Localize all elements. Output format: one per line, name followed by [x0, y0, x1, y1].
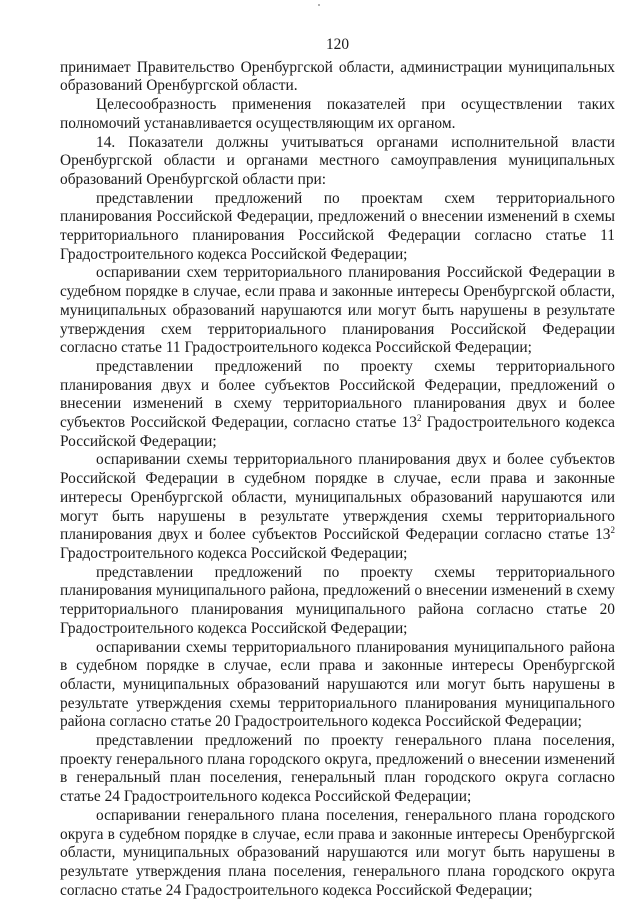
paragraph-7-text-end: Градостроительного кодекса Российской Федерации; — [60, 544, 408, 562]
paragraph-9: оспаривании схемы территориального планирования муниципального района в судебном порядке в случае, если права и законные интересы Оренбургской области, муниципальных образований нарушаются или могут быть нарушены в результате утверждения схемы территориального планирования муниципального района согласно статье 20 Градостроительного кодекса Российской Федерации; — [60, 638, 615, 731]
paragraph-3: 14. Показатели должны учитываться органами исполнительной власти Оренбургской области и органами местного самоуправления муниципальных образований Оренбургской области при: — [60, 133, 615, 188]
paragraph-6-text-end: Градостроительного кодекса Российской Федерации; — [60, 414, 616, 450]
superscript-2: 2 — [610, 525, 615, 536]
paragraph-8: представлении предложений по проекту схемы территориального планирования муниципального района, предложений о внесении изменений в схему территориального планирования муниципального района согласно статье 20 Градостроительного кодекса Российской Федерации; — [60, 563, 615, 637]
paragraph-7 — [60, 451, 615, 563]
paragraph-7-text: оспаривании схемы территориального планирования двух и более субъектов Российской Федерации в судебном порядке в случае, если права и законные интересы Оренбургской области, муниципальных образований нарушаются или могут быть нарушены в результате утверждения схемы территориального планирования двух и более субъектов Российской Федерации согласно статье 13 — [60, 451, 615, 544]
superscript-2: 2 — [417, 412, 422, 423]
paragraph-2: Целесообразность применения показателей при осуществлении таких полномочий устанавливается осуществляющим их органом. — [60, 96, 615, 132]
paragraph-5: оспаривании схем территориального планирования Российской Федерации в судебном порядке в случае, если права и законные интересы Оренбургской области, муниципальных образований нарушаются или могут быть нарушены в результате утверждения схем территориального планирования Российской Федерации согласно статье 11 Градостроительного кодекса Российской Федерации; — [60, 264, 615, 357]
paragraph-6 — [60, 358, 615, 452]
document-page — [60, 36, 615, 900]
paragraph-4: представлении предложений по проектам схем территориального планирования Российской Федерации, предложений о внесении изменений в схемы территориального планирования Российской Федерации согласно статье 11 Градостроительного кодекса Российской Федерации; — [60, 189, 615, 263]
scan-artifact-mark — [318, 4, 320, 6]
paragraph-1: принимает Правительство Оренбургской области, администрации муниципальных образований Оренбургской области. — [60, 58, 615, 95]
page-number: 120 — [325, 36, 350, 53]
paragraph-11: оспаривании генерального плана поселения, генерального плана городского округа в судебном порядке в случае, если права и законные интересы Оренбургской области, муниципальных образований нарушаются или могут быть нарушены в результате утверждения плана поселения, генерального плана городского округа согласно статье 24 Градостроительного кодекса Российской Федерации; — [60, 806, 615, 899]
paragraph-10: представлении предложений по проекту генерального плана поселения, проекту генерального плана городского округа, предложений о внесении изменений в генеральный план поселения, генеральный план городского округа согласно статье 24 Градостроительного кодекса Российской Федерации; — [60, 732, 615, 806]
paragraph-6-text: представлении предложений по проекту схемы территориального планирования двух и более субъектов Российской Федерации, предложений о внесении изменений в схему территориального планирования двух и более субъектов Российской Федерации, согласно статье 13 — [60, 357, 615, 432]
